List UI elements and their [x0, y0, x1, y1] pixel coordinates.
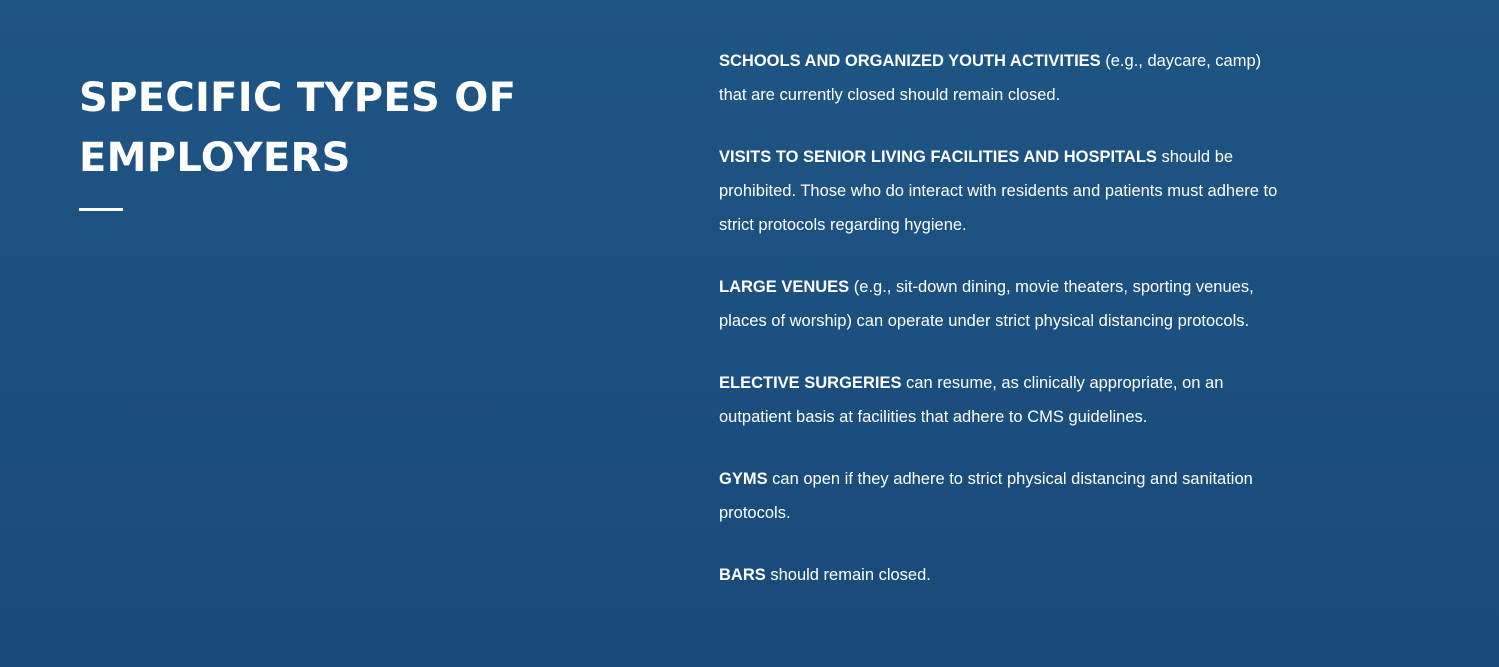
- guideline-text: can resume, as clinically appropriate, on an outpatient basis at facilities that adhere to CMS guidelines.: [719, 374, 1224, 426]
- guideline-text: can open if they adhere to strict physical distancing and sanitation protocols.: [719, 470, 1253, 522]
- guideline-heading: ELECTIVE SURGERIES: [719, 374, 902, 392]
- guideline-text: (e.g., daycare, camp) that are currently closed should remain closed.: [719, 52, 1262, 104]
- guideline-item-senior-living: [719, 140, 1289, 242]
- guideline-heading: LARGE VENUES: [719, 278, 850, 296]
- guideline-item-gyms: [719, 462, 1289, 530]
- guideline-text: should remain closed.: [765, 566, 931, 584]
- guideline-item-schools: [719, 44, 1289, 112]
- guideline-item-elective-surgeries: [719, 366, 1289, 434]
- guideline-item-large-venues: [719, 270, 1289, 338]
- guideline-heading: BARS: [719, 566, 766, 584]
- guideline-heading: GYMS: [719, 470, 768, 488]
- guideline-list: [719, 44, 1289, 620]
- guideline-item-bars: [719, 558, 1289, 592]
- guideline-text: (e.g., sit-down dining, movie theaters, sporting venues, places of worship) can operate under strict physical distancing protocols.: [719, 278, 1254, 330]
- title-underline: [79, 208, 123, 211]
- guideline-heading: VISITS TO SENIOR LIVING FACILITIES AND HOSPITALS: [719, 148, 1157, 166]
- guideline-text: should be prohibited. Those who do interact with residents and patients must adhere to strict protocols regarding hygiene.: [719, 148, 1278, 234]
- section-header: [79, 68, 559, 211]
- guideline-heading: SCHOOLS AND ORGANIZED YOUTH ACTIVITIES: [719, 52, 1101, 70]
- section-title: SPECIFIC TYPES OF EMPLOYERS: [79, 75, 517, 181]
